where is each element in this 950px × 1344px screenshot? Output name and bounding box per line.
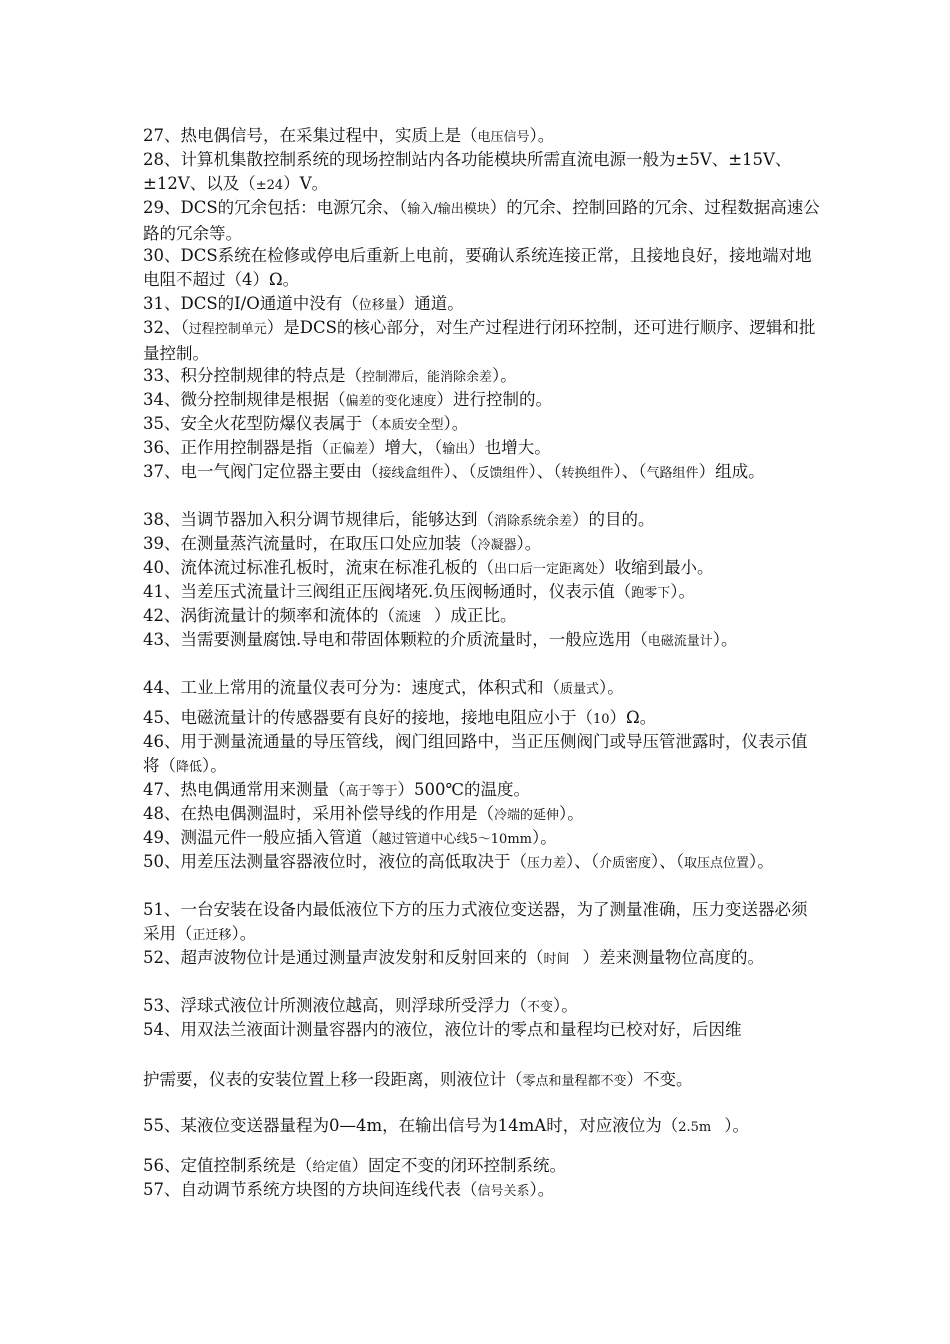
question-item xyxy=(143,730,823,780)
answer-text: 电磁流量计 xyxy=(647,634,713,649)
question-text: 27、热电偶信号，在采集过程中，实质上是（ xyxy=(143,126,478,145)
question-text: 47、热电偶通常用来测量（ xyxy=(143,780,346,799)
answer-text: 输出 xyxy=(442,442,469,457)
answer-text: 气路组件 xyxy=(646,466,699,481)
question-text: 36、正作用控制器是指（ xyxy=(143,438,329,457)
question-text: ）组成。 xyxy=(698,462,765,481)
question-item xyxy=(143,802,823,828)
question-item xyxy=(143,148,823,198)
answer-text: 高于等于 xyxy=(345,784,398,799)
answer-text: 给定值 xyxy=(312,1160,352,1175)
question-text: 32、（ xyxy=(143,318,189,337)
question-text: 30、DCS系统在检修或停电后重新上电前，要确认系统连接正常，且接地良好，接地端对地电阻不超过（4）Ω。 xyxy=(143,246,812,289)
question-item xyxy=(143,532,823,558)
question-item xyxy=(143,994,823,1020)
question-text: 56、定值控制系统是（ xyxy=(143,1156,313,1175)
question-text: ）进行控制的。 xyxy=(436,390,553,409)
question-item xyxy=(143,706,823,732)
answer-text: 信号关系 xyxy=(477,1184,530,1199)
question-text: ）。 xyxy=(553,996,578,1015)
answer-text: 控制滞后，能消除余差 xyxy=(362,370,493,385)
question-text: ）不变。 xyxy=(626,1070,693,1089)
question-text: 40、流体流过标准孔板时，流束在标准孔板的（ xyxy=(143,558,494,577)
question-text: 37、电一气阀门定位器主要由（ xyxy=(143,462,379,481)
question-item xyxy=(143,676,823,702)
question-item xyxy=(143,316,823,366)
question-text: ）也增大。 xyxy=(468,438,551,457)
question-text: ）。 xyxy=(670,582,696,601)
question-text: ）通道。 xyxy=(397,294,464,313)
answer-text: 过程控制单元 xyxy=(188,322,267,337)
question-text: ）。 xyxy=(231,924,257,943)
answer-text: 输入/输出模块 xyxy=(407,202,490,217)
question-item xyxy=(143,826,823,852)
answer-text: 取压点位置 xyxy=(684,856,750,871)
question-item xyxy=(143,778,823,804)
question-text: 46、用于测量流通量的导压管线，阀门组回路中，当正压侧阀门或导压管泄露时，仪表示值将（ xyxy=(143,732,808,775)
question-text: ）、（ xyxy=(613,462,647,481)
question-item xyxy=(143,364,823,390)
answer-text: 时间 xyxy=(543,952,583,967)
answer-text: 冷凝器 xyxy=(477,538,517,553)
answer-text: 正迁移 xyxy=(192,928,232,943)
answer-text: 反馈组件 xyxy=(476,466,529,481)
question-text: 48、在热电偶测温时，采用补偿导线的作用是（ xyxy=(143,804,494,823)
question-text: 33、积分控制规律的特点是（ xyxy=(143,366,362,385)
question-text: 43、当需要测量腐蚀.导电和带固体颗粒的介质流量时，一般应选用（ xyxy=(143,630,648,649)
answer-text: 介质密度 xyxy=(599,856,652,871)
question-item xyxy=(143,124,823,150)
answer-text: 正偏差 xyxy=(329,442,369,457)
question-item xyxy=(143,580,823,606)
question-text: ）、（ xyxy=(651,852,685,871)
question-text: 51、一台安装在设备内最低液位下方的压力式液位变送器，为了测量准确，压力变送器必须采用（ xyxy=(143,900,808,943)
question-text: ）。 xyxy=(529,1180,555,1199)
question-text: 53、浮球式液位计所测液位越高，则浮球所受浮力（ xyxy=(143,996,527,1015)
question-text: ）的冗余、控制回路的冗余、过程数据高速公路的冗余等。 xyxy=(143,198,820,243)
question-text: 31、DCS的I/O通道中没有（ xyxy=(143,294,359,313)
question-text: 50、用差压法测量容器液位时，液位的高低取决于（ xyxy=(143,852,527,871)
answer-text: 质量式 xyxy=(560,682,600,697)
question-item xyxy=(143,628,823,654)
question-item xyxy=(143,946,823,972)
answer-text: 10 xyxy=(593,712,610,727)
question-text: ）Ω。 xyxy=(609,708,657,727)
question-text: ）差来测量物位高度的。 xyxy=(582,948,765,967)
question-item xyxy=(143,460,823,486)
question-item xyxy=(143,898,823,948)
question-text: 29、DCS的冗余包括：电源冗余、（ xyxy=(143,198,408,217)
question-text: ）、（ xyxy=(566,852,600,871)
question-text: ）收缩到最小。 xyxy=(598,558,714,577)
question-text: 41、当差压式流量计三阀组正压阀堵死.负压阀畅通时，仪表示值（ xyxy=(143,582,632,601)
question-text: ）。 xyxy=(202,756,227,775)
answer-text: 出口后一定距离处 xyxy=(494,562,599,577)
question-text: ）成正比。 xyxy=(434,606,517,625)
answer-text: 冷端的延伸 xyxy=(494,808,560,823)
question-text: 38、当调节器加入积分调节规律后，能够达到（ xyxy=(143,510,494,529)
question-text: 52、超声波物位计是通过测量声波发射和反射回来的（ xyxy=(143,948,544,967)
question-text: ）、（ xyxy=(443,462,477,481)
question-text: ）。 xyxy=(559,804,584,823)
question-text: 35、安全火花型防爆仪表属于（ xyxy=(143,414,379,433)
question-text: ）。 xyxy=(529,126,555,145)
question-item xyxy=(143,388,823,414)
answer-text: 越过管道中心线5～10mm xyxy=(378,832,532,847)
question-item xyxy=(143,1154,823,1180)
question-text: ）V。 xyxy=(283,174,329,193)
question-text: ）增大，（ xyxy=(368,438,443,457)
question-item xyxy=(143,1178,823,1204)
question-text: 42、涡街流量计的频率和流体的（ xyxy=(143,606,395,625)
question-item xyxy=(143,1114,823,1140)
question-item xyxy=(143,292,823,318)
answer-text: 压力差 xyxy=(527,856,567,871)
question-text: 护需要，仪表的安装位置上移一段距离，则液位计（ xyxy=(143,1070,523,1089)
question-item xyxy=(143,244,823,292)
question-text: ）、（ xyxy=(528,462,562,481)
question-text: ）。 xyxy=(712,630,738,649)
question-item xyxy=(143,412,823,438)
question-text: 34、微分控制规律是根据（ xyxy=(143,390,346,409)
question-text: ）是DCS的核心部分，对生产过程进行闭环控制，还可进行顺序、逻辑和批量控制。 xyxy=(143,318,816,363)
answer-text: 电压信号 xyxy=(477,130,530,145)
question-item xyxy=(143,196,823,246)
answer-text: 转换组件 xyxy=(561,466,614,481)
answer-text: 不变 xyxy=(527,1000,554,1015)
answer-text: 本质安全型 xyxy=(378,418,444,433)
question-text: 39、在测量蒸汽流量时，在取压口处应加装（ xyxy=(143,534,478,553)
question-text: 54、用双法兰液面计测量容器内的液位，液位计的零点和量程均已校对好，后因维 xyxy=(143,1020,742,1039)
question-text: 28、计算机集散控制系统的现场控制站内各功能模块所需直流电源一般为±5V、±15V、±12V、以及（ xyxy=(143,150,792,193)
answer-text: 跑零下 xyxy=(631,586,671,601)
answer-text: 降低 xyxy=(176,760,203,775)
question-text: 45、电磁流量计的传感器要有良好的接地，接地电阻应小于（ xyxy=(143,708,593,727)
answer-text: 接线盒组件 xyxy=(378,466,444,481)
question-text: ）。 xyxy=(516,534,542,553)
answer-text: 消除系统余差 xyxy=(494,514,573,529)
answer-text: 零点和量程都不变 xyxy=(522,1074,627,1089)
question-text: 49、测温元件一般应插入管道（ xyxy=(143,828,379,847)
question-text: 44、工业上常用的流量仪表可分为：速度式，体积式和（ xyxy=(143,678,560,697)
question-text: ）。 xyxy=(492,366,517,385)
question-text: 57、自动调节系统方块图的方块间连线代表（ xyxy=(143,1180,478,1199)
question-item xyxy=(143,1018,823,1042)
answer-text: 流速 xyxy=(395,610,435,625)
answer-text: 偏差的变化速度 xyxy=(345,394,437,409)
question-text: ）。 xyxy=(724,1116,749,1135)
question-item xyxy=(143,850,823,876)
question-text: ）。 xyxy=(749,852,774,871)
question-item xyxy=(143,436,823,462)
question-item xyxy=(143,508,823,534)
answer-text: 位移量 xyxy=(358,298,398,313)
answer-text: ±24 xyxy=(255,178,284,193)
answer-text: 2.5m xyxy=(678,1120,725,1135)
question-item xyxy=(143,556,823,582)
question-item xyxy=(143,1068,823,1094)
question-text: ）的目的。 xyxy=(572,510,655,529)
question-text: ）。 xyxy=(443,414,469,433)
question-text: ）500℃的温度。 xyxy=(397,780,530,799)
question-item xyxy=(143,604,823,630)
question-text: ）固定不变的闭环控制系统。 xyxy=(351,1156,567,1175)
question-text: ）。 xyxy=(599,678,624,697)
question-text: ）。 xyxy=(531,828,557,847)
question-text: 55、某液位变送器量程为0—4m，在输出信号为14mA时，对应液位为（ xyxy=(143,1116,679,1135)
